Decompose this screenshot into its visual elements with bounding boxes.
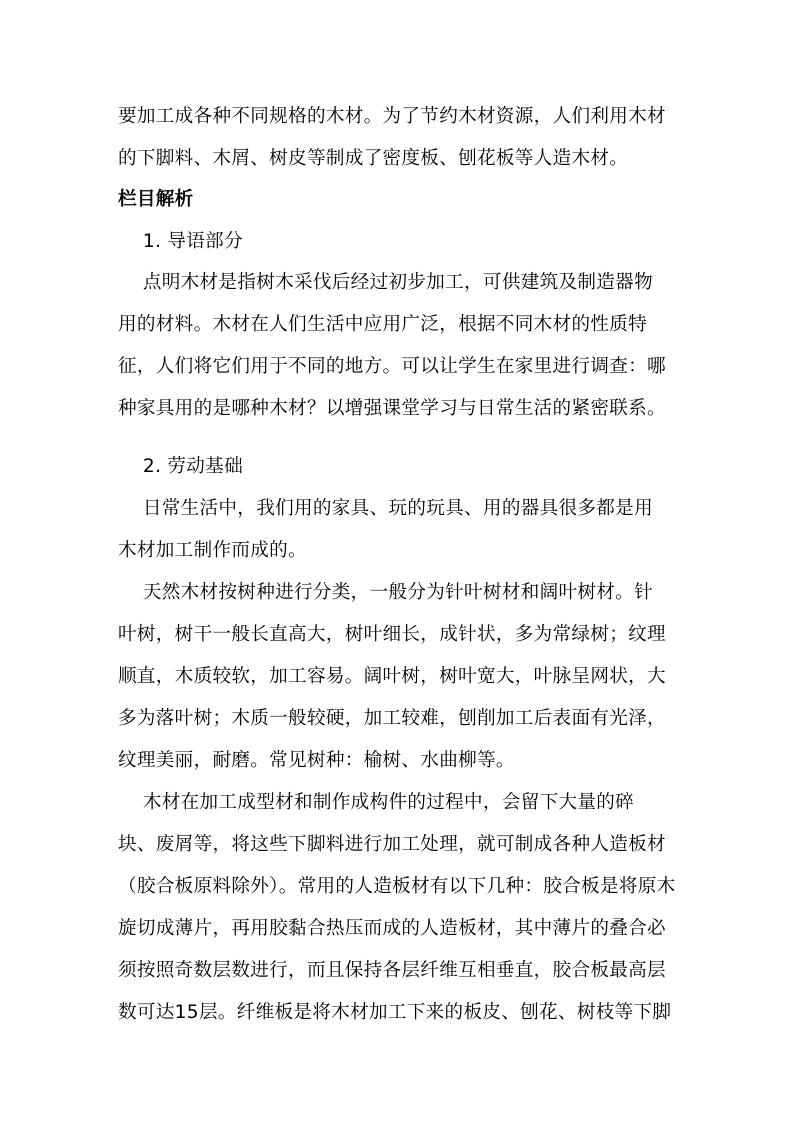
body-text-line: 用的材料。木材在人们生活中应用广泛，根据不同木材的性质特 — [118, 314, 648, 335]
body-text-line: 日常生活中，我们用的家具、玩的玩具、用的器具很多都是用 — [118, 498, 653, 519]
body-text-line: 种家具用的是哪种木材？以增强课堂学习与日常生活的紧密联系。 — [118, 398, 666, 419]
body-text-line: 天然木材按树种进行分类，一般分为针叶树材和阔叶树材。针 — [118, 582, 653, 603]
body-text-line: 的下脚料、木屑、树皮等制成了密度板、刨花板等人造木材。 — [118, 148, 629, 169]
body-text-line: 点明木材是指树木采伐后经过初步加工，可供建筑及制造器物 — [118, 272, 653, 293]
body-text-line: 多为落叶树；木质一般较硬，加工较难，刨削加工后表面有光泽， — [118, 708, 666, 729]
body-text-line: 叶树，树干一般长直高大，树叶细长，成针状，多为常绿树；纹理 — [118, 624, 666, 645]
body-text-line: 木材在加工成型材和制作成构件的过程中，会留下大量的碎 — [118, 792, 635, 813]
subsection-heading: 1. 导语部分 — [118, 231, 243, 252]
body-text-line: 旋切成薄片，再用胶黏合热压而成的人造板材，其中薄片的叠合必 — [118, 918, 666, 939]
section-heading: 栏目解析 — [118, 189, 194, 210]
body-text-line: 顺直，木质较软，加工容易。阔叶树，树叶宽大，叶脉呈网状，大 — [118, 666, 666, 687]
subsection-heading: 2. 劳动基础 — [118, 456, 243, 477]
body-text-line: 纹理美丽，耐磨。常见树种：榆树、水曲柳等。 — [118, 750, 515, 771]
body-text-line: 木材加工制作而成的。 — [118, 540, 307, 561]
body-text-line: 征，人们将它们用于不同的地方。可以让学生在家里进行调查：哪 — [118, 356, 666, 377]
body-text-line: 块、废屑等，将这些下脚料进行加工处理，就可制成各种人造板材 — [118, 834, 666, 855]
body-text-line: 须按照奇数层数进行，而且保持各层纤维互相垂直，胶合板最高层 — [118, 960, 666, 981]
body-text-line: （胶合板原料除外）。常用的人造板材有以下几种：胶合板是将原木 — [118, 876, 676, 897]
body-text-line: 要加工成各种不同规格的木材。为了节约木材资源，人们利用木材 — [118, 106, 666, 127]
body-text-line: 数可达15层。纤维板是将木材加工下来的板皮、刨花、树枝等下脚 — [118, 1002, 672, 1023]
